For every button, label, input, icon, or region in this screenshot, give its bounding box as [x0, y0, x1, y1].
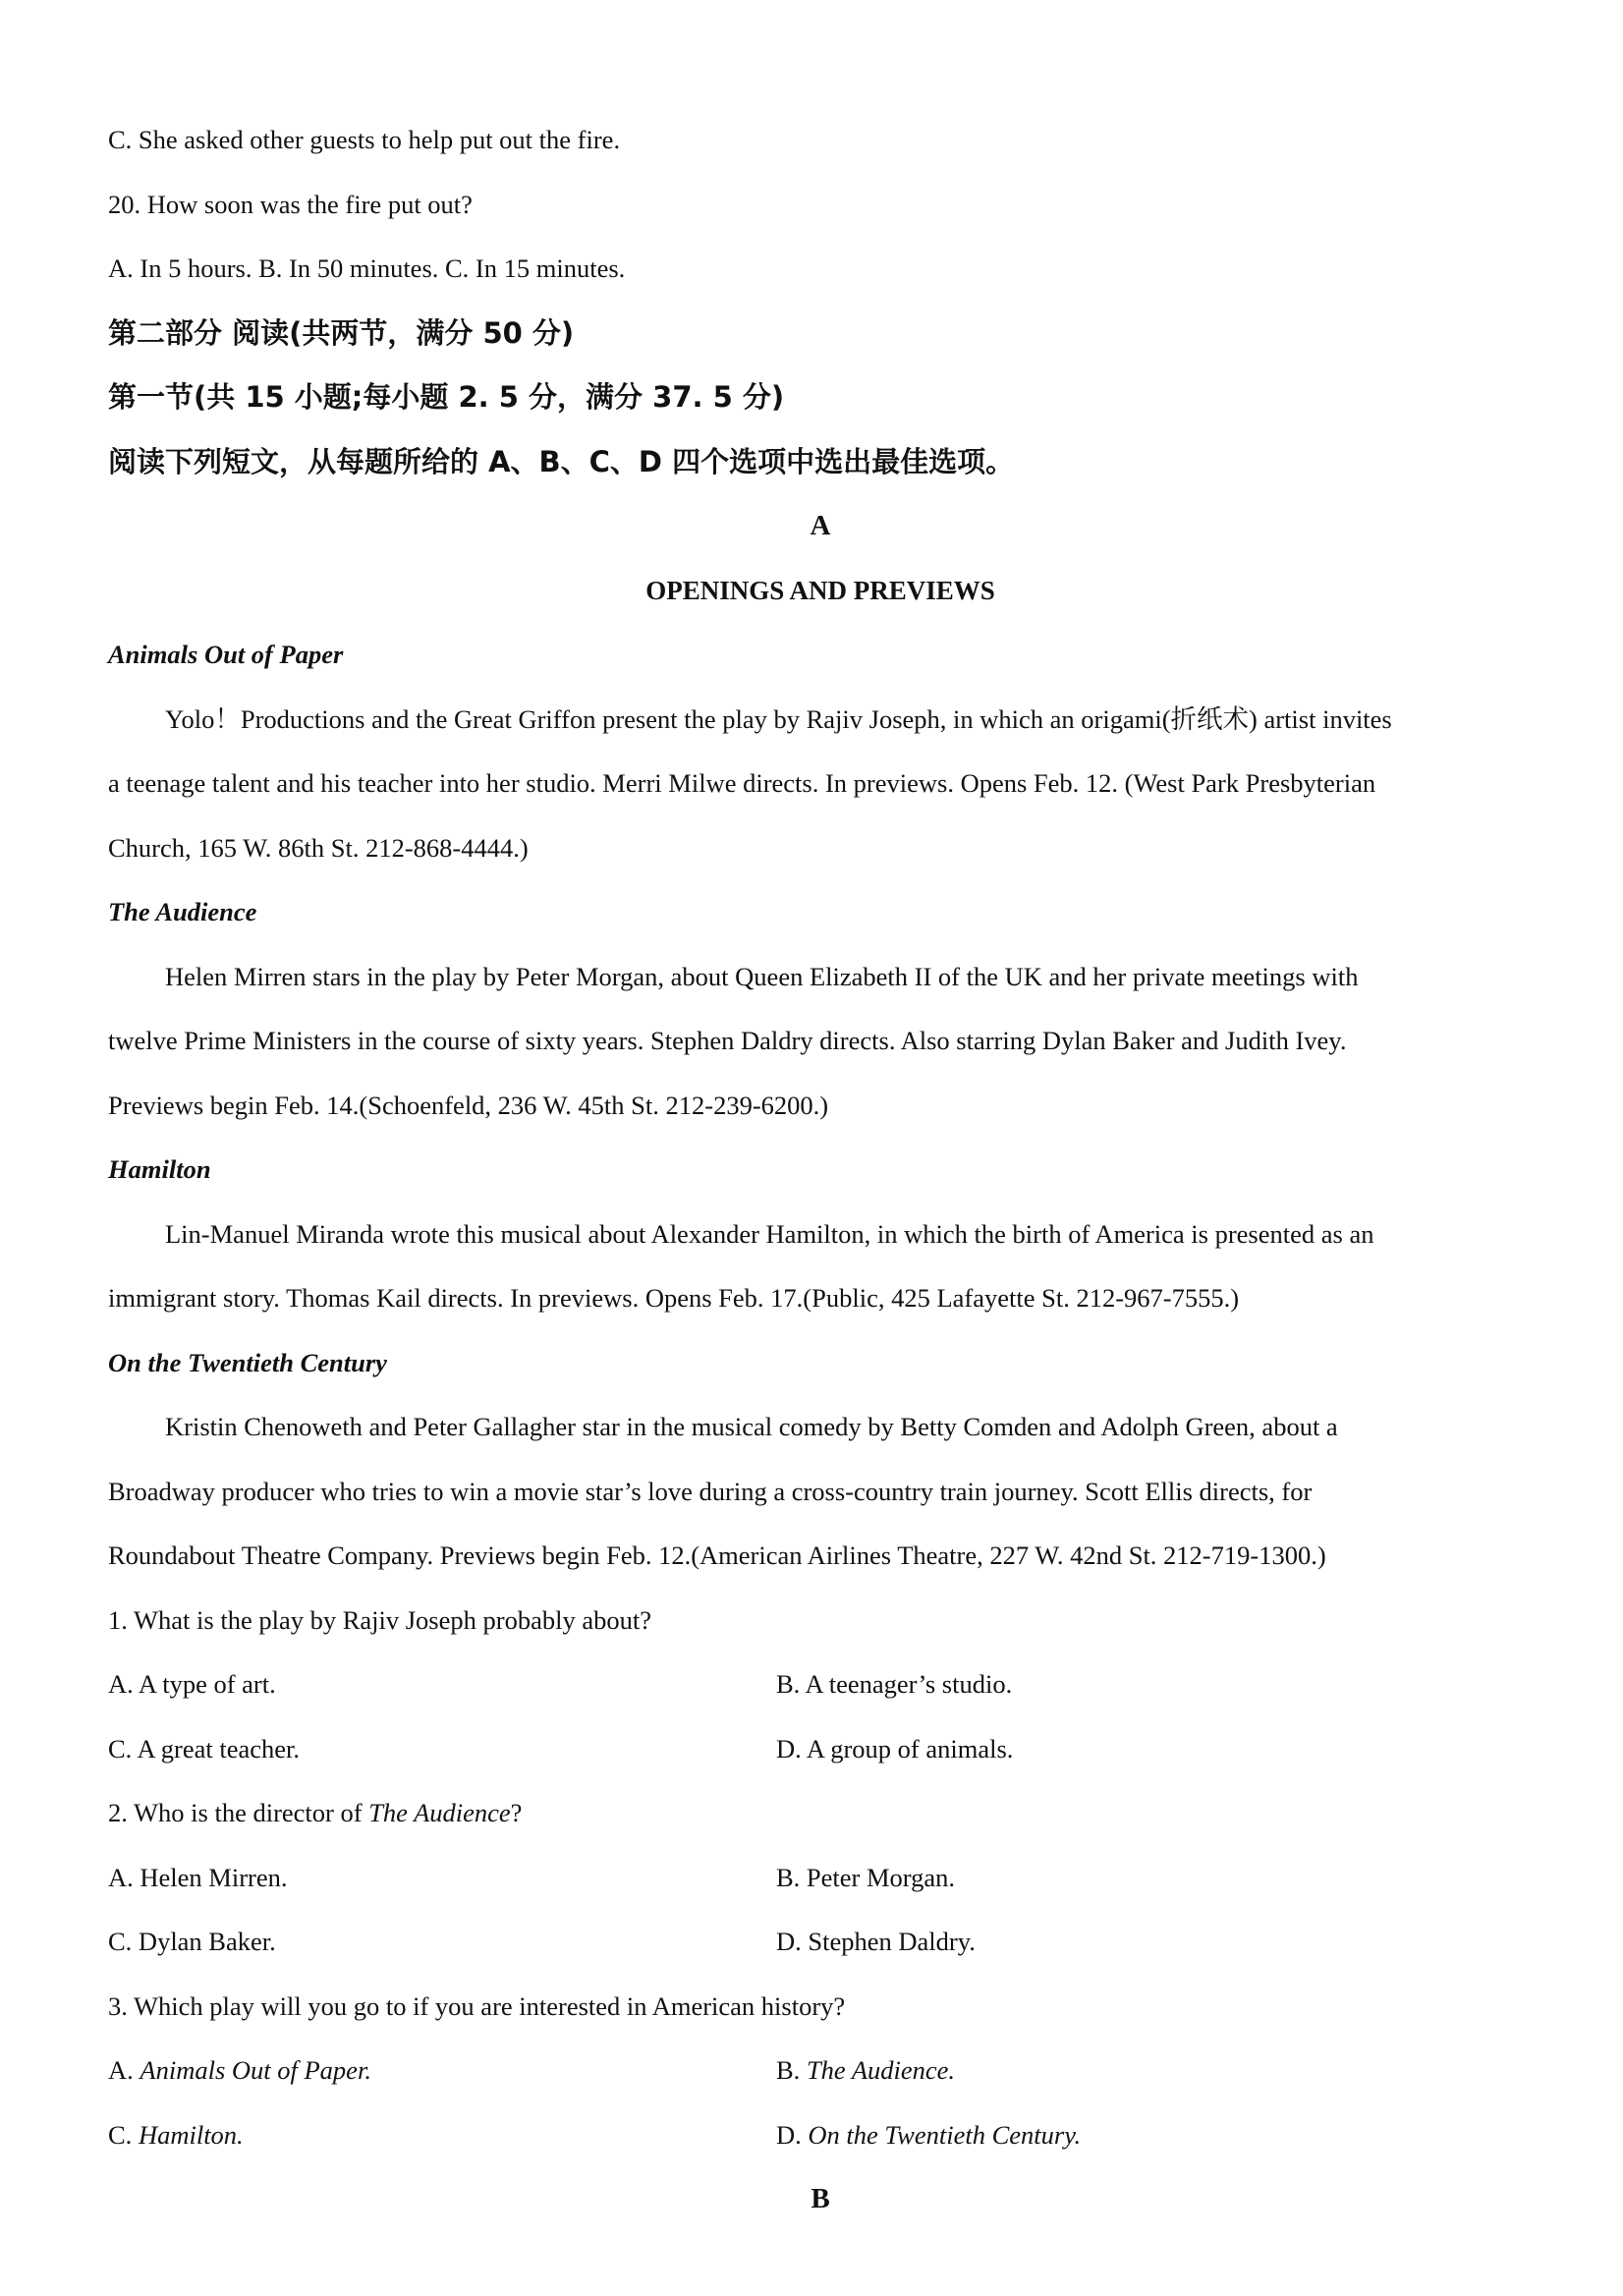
- q20-options: A. In 5 hours. B. In 50 minutes. C. In 15 minutes.: [108, 253, 626, 283]
- question-3-option-d: [776, 2103, 1533, 2168]
- question-1-stem: 1. What is the play by Rajiv Joseph probably about?: [108, 1604, 651, 1635]
- passage-b-letter: B: [811, 2183, 830, 2214]
- question-1-option-a: A. A type of art.: [108, 1669, 276, 1699]
- item-text-line: Yolo！Productions and the Great Griffon present the play by Rajiv Joseph, in which an origami(折纸术) artist invites: [165, 703, 1392, 734]
- question-3-option-b: [776, 2039, 1533, 2103]
- option-text: The Audience.: [806, 2055, 956, 2085]
- question-1-option-c: C. A great teacher.: [108, 1733, 300, 1764]
- item-text-line: twelve Prime Ministers in the course of sixty years. Stephen Daldry directs. Also starring Dylan Baker and Judith Ivey.: [108, 1026, 1347, 1055]
- option-text: On the Twentieth Century.: [808, 2119, 1082, 2150]
- option-text: Animals Out of Paper.: [140, 2055, 371, 2085]
- section1-title: 第一节(共 15 小题;每小题 2. 5 分，满分 37. 5 分): [108, 380, 785, 414]
- question-2-option-d: D. Stephen Daldry.: [776, 1927, 976, 1956]
- option-letter: A.: [108, 2055, 140, 2085]
- question-2-option-a: A. Helen Mirren.: [108, 1862, 288, 1892]
- item-title-on-the-twentieth-century: On the Twentieth Century: [108, 1347, 387, 1377]
- option-letter: C.: [108, 2119, 139, 2150]
- question-3-option-a: [108, 2039, 776, 2103]
- option-letter: B.: [776, 2055, 807, 2085]
- option-text: Hamilton.: [138, 2119, 244, 2150]
- passage-a-title: OPENINGS AND PREVIEWS: [645, 575, 995, 605]
- question-1-options-row-2: [108, 1717, 1533, 1782]
- option-letter: D.: [776, 2119, 809, 2150]
- question-2-stem-mark: ?: [510, 1798, 523, 1827]
- q19-option-c: C. She asked other guests to help put out the fire.: [108, 125, 621, 154]
- question-2-stem-title: The Audience: [368, 1798, 511, 1827]
- item-text-line: Lin-Manuel Miranda wrote this musical about Alexander Hamilton, in which the birth of America is presented as an: [165, 1218, 1374, 1249]
- item-text-line: Helen Mirren stars in the play by Peter Morgan, about Queen Elizabeth II of the UK and her private meetings with: [165, 961, 1359, 991]
- question-3-options-row-2: [108, 2103, 1533, 2168]
- question-2-option-b: B. Peter Morgan.: [776, 1862, 956, 1892]
- question-2-options-row-2: [108, 1910, 1533, 1975]
- question-2-stem-text: 2. Who is the director of: [108, 1798, 369, 1827]
- item-text-line: Church, 165 W. 86th St. 212-868-4444.): [108, 832, 529, 863]
- reading-instruction: 阅读下列短文，从每题所给的 A、B、C、D 四个选项中选出最佳选项。: [108, 444, 1015, 478]
- item-text-line: Previews begin Feb. 14.(Schoenfeld, 236 W. 45th St. 212-239-6200.): [108, 1090, 829, 1120]
- question-1-option-d: D. A group of animals.: [776, 1733, 1014, 1764]
- passage-a-letter: A: [810, 510, 831, 541]
- question-1-option-b: B. A teenager’s studio.: [776, 1669, 1013, 1699]
- question-3-option-c: [108, 2103, 776, 2168]
- question-2-option-c: C. Dylan Baker.: [108, 1927, 276, 1956]
- question-3-stem: 3. Which play will you go to if you are interested in American history?: [108, 1990, 846, 2021]
- item-text-line: a teenage talent and his teacher into her studio. Merri Milwe directs. In previews. Opens Feb. 12. (West Park Presbyterian: [108, 768, 1376, 798]
- part2-title: 第二部分 阅读(共两节，满分 50 分): [108, 315, 575, 350]
- item-title-the-audience: The Audience: [108, 897, 257, 926]
- question-1-options-row-1: [108, 1652, 1533, 1717]
- item-text-line: Broadway producer who tries to win a movie star’s love during a cross-country train journey. Scott Ellis directs, for: [108, 1476, 1313, 1506]
- item-title-hamilton: Hamilton: [108, 1154, 211, 1184]
- question-3-options-row-1: [108, 2039, 1533, 2103]
- item-text-line: Kristin Chenoweth and Peter Gallagher star in the musical comedy by Betty Comden and Adolph Green, about a: [165, 1412, 1338, 1441]
- question-2-stem: [108, 1781, 1533, 1846]
- q20-stem: 20. How soon was the fire put out?: [108, 189, 473, 219]
- exam-page: [108, 108, 1533, 2232]
- item-title-animals-out-of-paper: Animals Out of Paper: [108, 640, 344, 669]
- question-2-options-row-1: [108, 1846, 1533, 1911]
- item-text-line: Roundabout Theatre Company. Previews begin Feb. 12.(American Airlines Theatre, 227 W. 42nd St. 212-719-1300.): [108, 1540, 1326, 1570]
- item-text-line: immigrant story. Thomas Kail directs. In previews. Opens Feb. 17.(Public, 425 Lafayette St. 212-967-7555.): [108, 1283, 1240, 1313]
